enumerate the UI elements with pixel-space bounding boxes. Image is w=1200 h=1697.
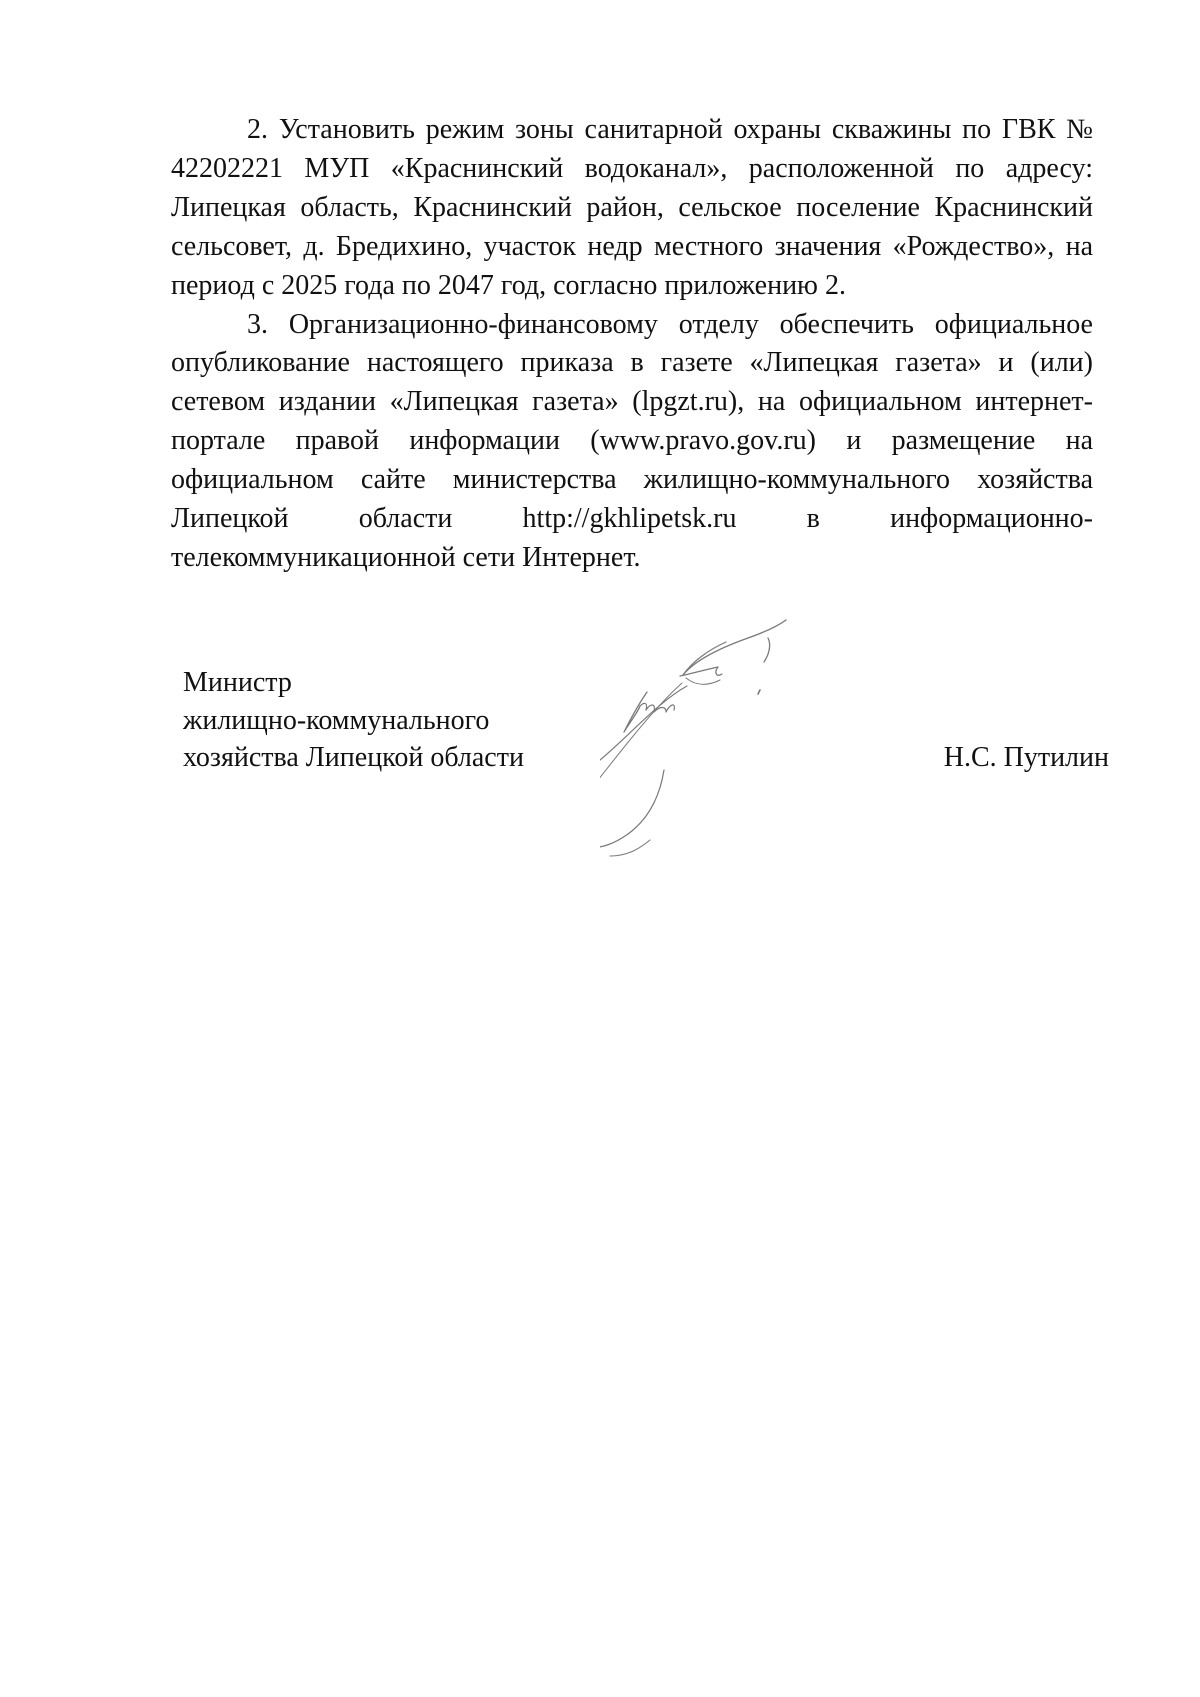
paragraph-item-2: 2. Установить режим зоны санитарной охраны скважины по ГВК № 42202221 МУП «Краснинский водоканал», расположенной по адресу: Липецкая область, Краснинский район, сельское поселение Краснинский сельсовет, д. Бредихино, участок недр местного значения «Рождество», на период с 2025 года по 2047 год, согласно приложению 2.	[171, 114, 1093, 301]
paragraph-item-3: 3. Организационно-финансовому отделу обеспечить официальное опубликование настоящего приказа в газете «Липецкая газета» и (или) сетевом издании «Липецкая газета» (lpgzt.ru), на официальном интернет-портале правой информации (www.pravo.gov.ru) и размещение на официальном сайте министерства жилищно-коммунального хозяйства Липецкой области http://gkhlipetsk.ru в информационно-телекоммуникационной сети Интернет.	[171, 308, 1093, 573]
signature-stroke	[600, 683, 682, 790]
signature-stroke	[640, 703, 654, 712]
document-body	[171, 111, 1093, 578]
signature-stroke	[758, 690, 760, 694]
signature-stroke	[686, 678, 720, 684]
handwritten-signature	[600, 590, 860, 890]
signatory-name: Н.С. Путилин	[943, 742, 1109, 773]
signatory-title-line: Министр	[183, 667, 292, 698]
signature-stroke	[764, 638, 770, 662]
signature-stroke	[600, 770, 664, 848]
signatory-title-line: жилищно-коммунального	[183, 704, 490, 736]
signatory-title	[183, 664, 524, 777]
signature-stroke	[683, 620, 786, 675]
signatory-title-line: хозяйства Липецкой области	[183, 742, 524, 773]
signature-stroke	[610, 840, 650, 856]
signature-stroke	[624, 692, 647, 732]
